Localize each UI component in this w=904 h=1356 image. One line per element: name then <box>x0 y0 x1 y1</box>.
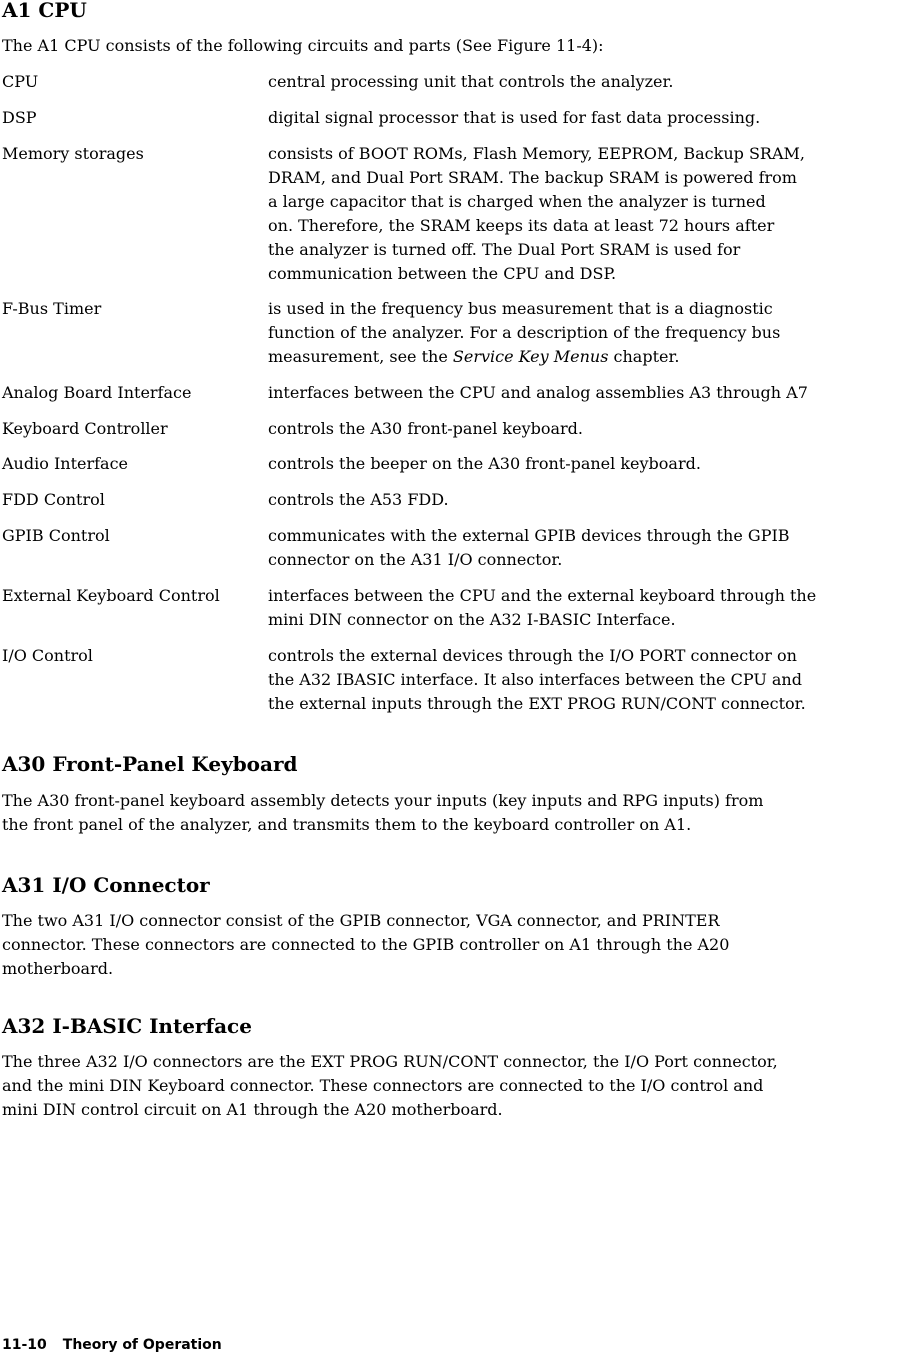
body-line: The A30 front-panel keyboard assembly detects your inputs (key inputs and RPG inputs) from <box>2 791 764 810</box>
desc-analog-board-interface <box>268 381 808 405</box>
desc-audio-interface <box>268 452 701 476</box>
desc-line <box>268 345 780 369</box>
desc-text: measurement, see the <box>268 347 453 366</box>
desc-line: on. Therefore, the SRAM keeps its data at least 72 hours after <box>268 216 775 235</box>
term-fdd-control: FDD Control <box>2 490 105 509</box>
desc-line: controls the external devices through the I/O PORT connector on <box>268 646 797 665</box>
desc-line: communication between the CPU and DSP. <box>268 264 617 283</box>
a32-body <box>2 1050 778 1122</box>
desc-line: interfaces between the CPU and analog assemblies A3 through A7 <box>268 383 808 402</box>
term-dsp: DSP <box>2 108 37 127</box>
chapter-title: Theory of Operation <box>62 1337 222 1353</box>
section-heading-a32: A32 I-BASIC Interface <box>2 1014 252 1038</box>
desc-line: controls the beeper on the A30 front-panel keyboard. <box>268 454 701 473</box>
a30-body <box>2 789 763 837</box>
chapter-reference: Service Key Menus <box>452 347 609 366</box>
body-line: mini DIN control circuit on A1 through the A20 motherboard. <box>2 1100 503 1119</box>
term-io-control: I/O Control <box>2 646 93 665</box>
desc-io-control <box>268 644 806 716</box>
desc-line: interfaces between the CPU and the external keyboard through the <box>268 586 817 605</box>
desc-gpib-control <box>268 524 790 572</box>
desc-memory-storages <box>268 142 805 286</box>
desc-cpu <box>268 70 673 94</box>
desc-external-keyboard-control <box>268 584 816 632</box>
desc-text: chapter. <box>608 347 680 366</box>
desc-f-bus-timer <box>268 297 780 369</box>
section-heading-a1-cpu: A1 CPU <box>2 0 87 22</box>
section-heading-a30: A30 Front-Panel Keyboard <box>2 752 298 776</box>
term-keyboard-controller: Keyboard Controller <box>2 419 168 438</box>
desc-line: controls the A53 FDD. <box>268 490 449 509</box>
body-line: connector. These connectors are connected to the GPIB controller on A1 through the A20 <box>2 935 730 954</box>
body-line: The three A32 I/O connectors are the EXT PROG RUN/CONT connector, the I/O Port connector, <box>2 1052 778 1071</box>
term-audio-interface: Audio Interface <box>2 454 128 473</box>
body-line: the front panel of the analyzer, and transmits them to the keyboard controller on A1. <box>2 815 692 834</box>
page-footer <box>2 1336 222 1354</box>
term-f-bus-timer: F-Bus Timer <box>2 299 102 318</box>
a1-intro: The A1 CPU consists of the following circuits and parts (See Figure 11-4): <box>2 36 604 55</box>
term-cpu: CPU <box>2 72 39 91</box>
desc-line: controls the A30 front-panel keyboard. <box>268 419 584 438</box>
page-number: 11-10 <box>2 1337 47 1353</box>
term-external-keyboard-control: External Keyboard Control <box>2 586 220 605</box>
desc-line: function of the analyzer. For a description of the frequency bus <box>268 323 781 342</box>
desc-fdd-control <box>268 488 449 512</box>
term-memory-storages: Memory storages <box>2 144 144 163</box>
desc-line: is used in the frequency bus measurement that is a diagnostic <box>268 299 773 318</box>
desc-line: consists of BOOT ROMs, Flash Memory, EEPROM, Backup SRAM, <box>268 144 805 163</box>
body-line: and the mini DIN Keyboard connector. These connectors are connected to the I/O control and <box>2 1076 764 1095</box>
desc-line: the A32 IBASIC interface. It also interfaces between the CPU and <box>268 670 802 689</box>
desc-line: communicates with the external GPIB devices through the GPIB <box>268 526 790 545</box>
desc-keyboard-controller <box>268 417 583 441</box>
desc-line: mini DIN connector on the A32 I-BASIC Interface. <box>268 610 676 629</box>
term-analog-board-interface: Analog Board Interface <box>2 383 192 402</box>
desc-dsp <box>268 106 760 130</box>
a31-body <box>2 909 729 981</box>
desc-line: central processing unit that controls the analyzer. <box>268 72 674 91</box>
desc-line: connector on the A31 I/O connector. <box>268 550 563 569</box>
body-line: The two A31 I/O connector consist of the GPIB connector, VGA connector, and PRINTER <box>2 911 720 930</box>
body-line: motherboard. <box>2 959 114 978</box>
desc-line: the external inputs through the EXT PROG RUN/CONT connector. <box>268 694 806 713</box>
section-heading-a31: A31 I/O Connector <box>2 873 210 897</box>
desc-line: a large capacitor that is charged when the analyzer is turned <box>268 192 766 211</box>
desc-line: the analyzer is turned off. The Dual Port SRAM is used for <box>268 240 741 259</box>
desc-line: digital signal processor that is used for fast data processing. <box>268 108 761 127</box>
term-gpib-control: GPIB Control <box>2 526 110 545</box>
desc-line: DRAM, and Dual Port SRAM. The backup SRAM is powered from <box>268 168 797 187</box>
